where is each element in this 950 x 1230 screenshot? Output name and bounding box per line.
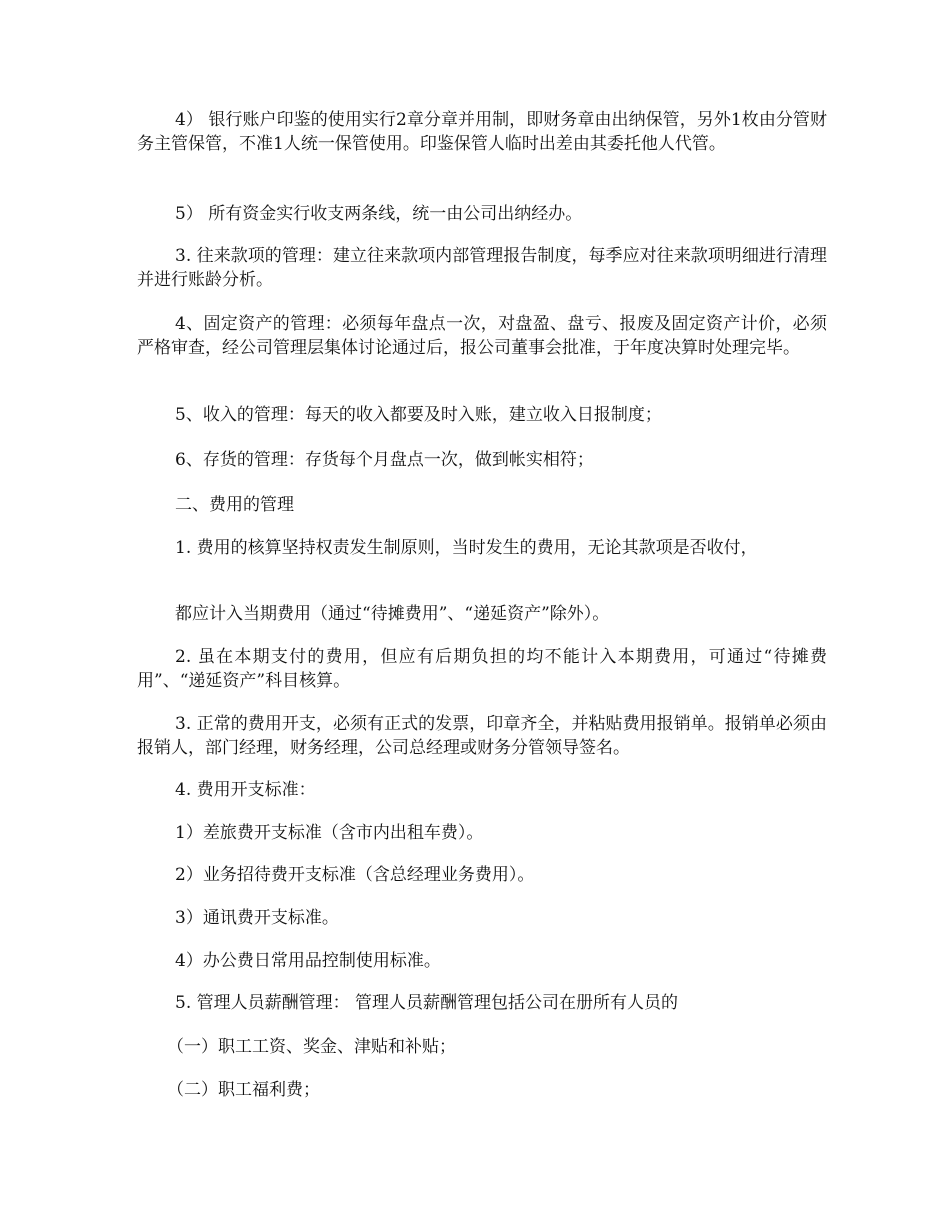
list-item-wages: （一）职工工资、奖金、津贴和补贴； [167, 1037, 456, 1057]
paragraph-income: 5、收入的管理：每天的收入都要及时入账，建立收入日报制度； [175, 405, 662, 425]
list-item-office: 4）办公费日常用品控制使用标准。 [175, 951, 441, 971]
list-item-entertainment: 2）业务招待费开支标准（含总经理业务费用）。 [175, 865, 535, 885]
list-item-welfare: （二）职工福利费； [167, 1080, 320, 1100]
paragraph-receivables: 3. 往来款项的管理：建立往来款项内部管理报告制度，每季应对往来款项明细进行清理并进行账龄分析。 [137, 246, 827, 290]
paragraph-salary: 5. 管理人员薪酬管理： 管理人员薪酬管理包括公司在册所有人员的 [175, 993, 679, 1013]
section-heading-expenses: 二、费用的管理 [175, 495, 294, 515]
paragraph-bank-seal: 4） 银行账户印鉴的使用实行2章分章并用制，即财务章由出纳保管，另外1枚由分管财务主管保管，不准1人统一保管使用。印鉴保管人临时出差由其委托他人代管。 [137, 110, 827, 154]
paragraph-prepaid: 2. 虽在本期支付的费用，但应有后期负担的均不能计入本期费用，可通过“待摊费用”、“递延资产”科目核算。 [137, 647, 827, 691]
paragraph-fund-handling: 5） 所有资金实行收支两条线，统一由公司出纳经办。 [175, 204, 583, 224]
paragraph-current-period: 都应计入当期费用（通过“待摊费用”、“递延资产”除外）。 [175, 604, 610, 624]
paragraph-invoices: 3. 正常的费用开支，必须有正式的发票，印章齐全，并粘贴费用报销单。报销单必须由报销人，部门经理，财务经理，公司总经理或财务分管领导签名。 [137, 714, 827, 758]
paragraph-fixed-assets: 4、固定资产的管理：必须每年盘点一次，对盘盈、盘亏、报废及固定资产计价，必须严格审查，经公司管理层集体讨论通过后，报公司董事会批准，于年度决算时处理完毕。 [137, 314, 827, 358]
list-item-travel: 1）差旅费开支标准（含市内出租车费）。 [175, 823, 484, 843]
list-item-communication: 3）通讯费开支标准。 [175, 908, 339, 928]
paragraph-expense-accrual: 1. 费用的核算坚持权责发生制原则，当时发生的费用，无论其款项是否收付， [175, 538, 758, 558]
paragraph-standards: 4. 费用开支标准： [175, 780, 316, 800]
paragraph-inventory: 6、存货的管理：存货每个月盘点一次，做到帐实相符； [175, 450, 594, 470]
